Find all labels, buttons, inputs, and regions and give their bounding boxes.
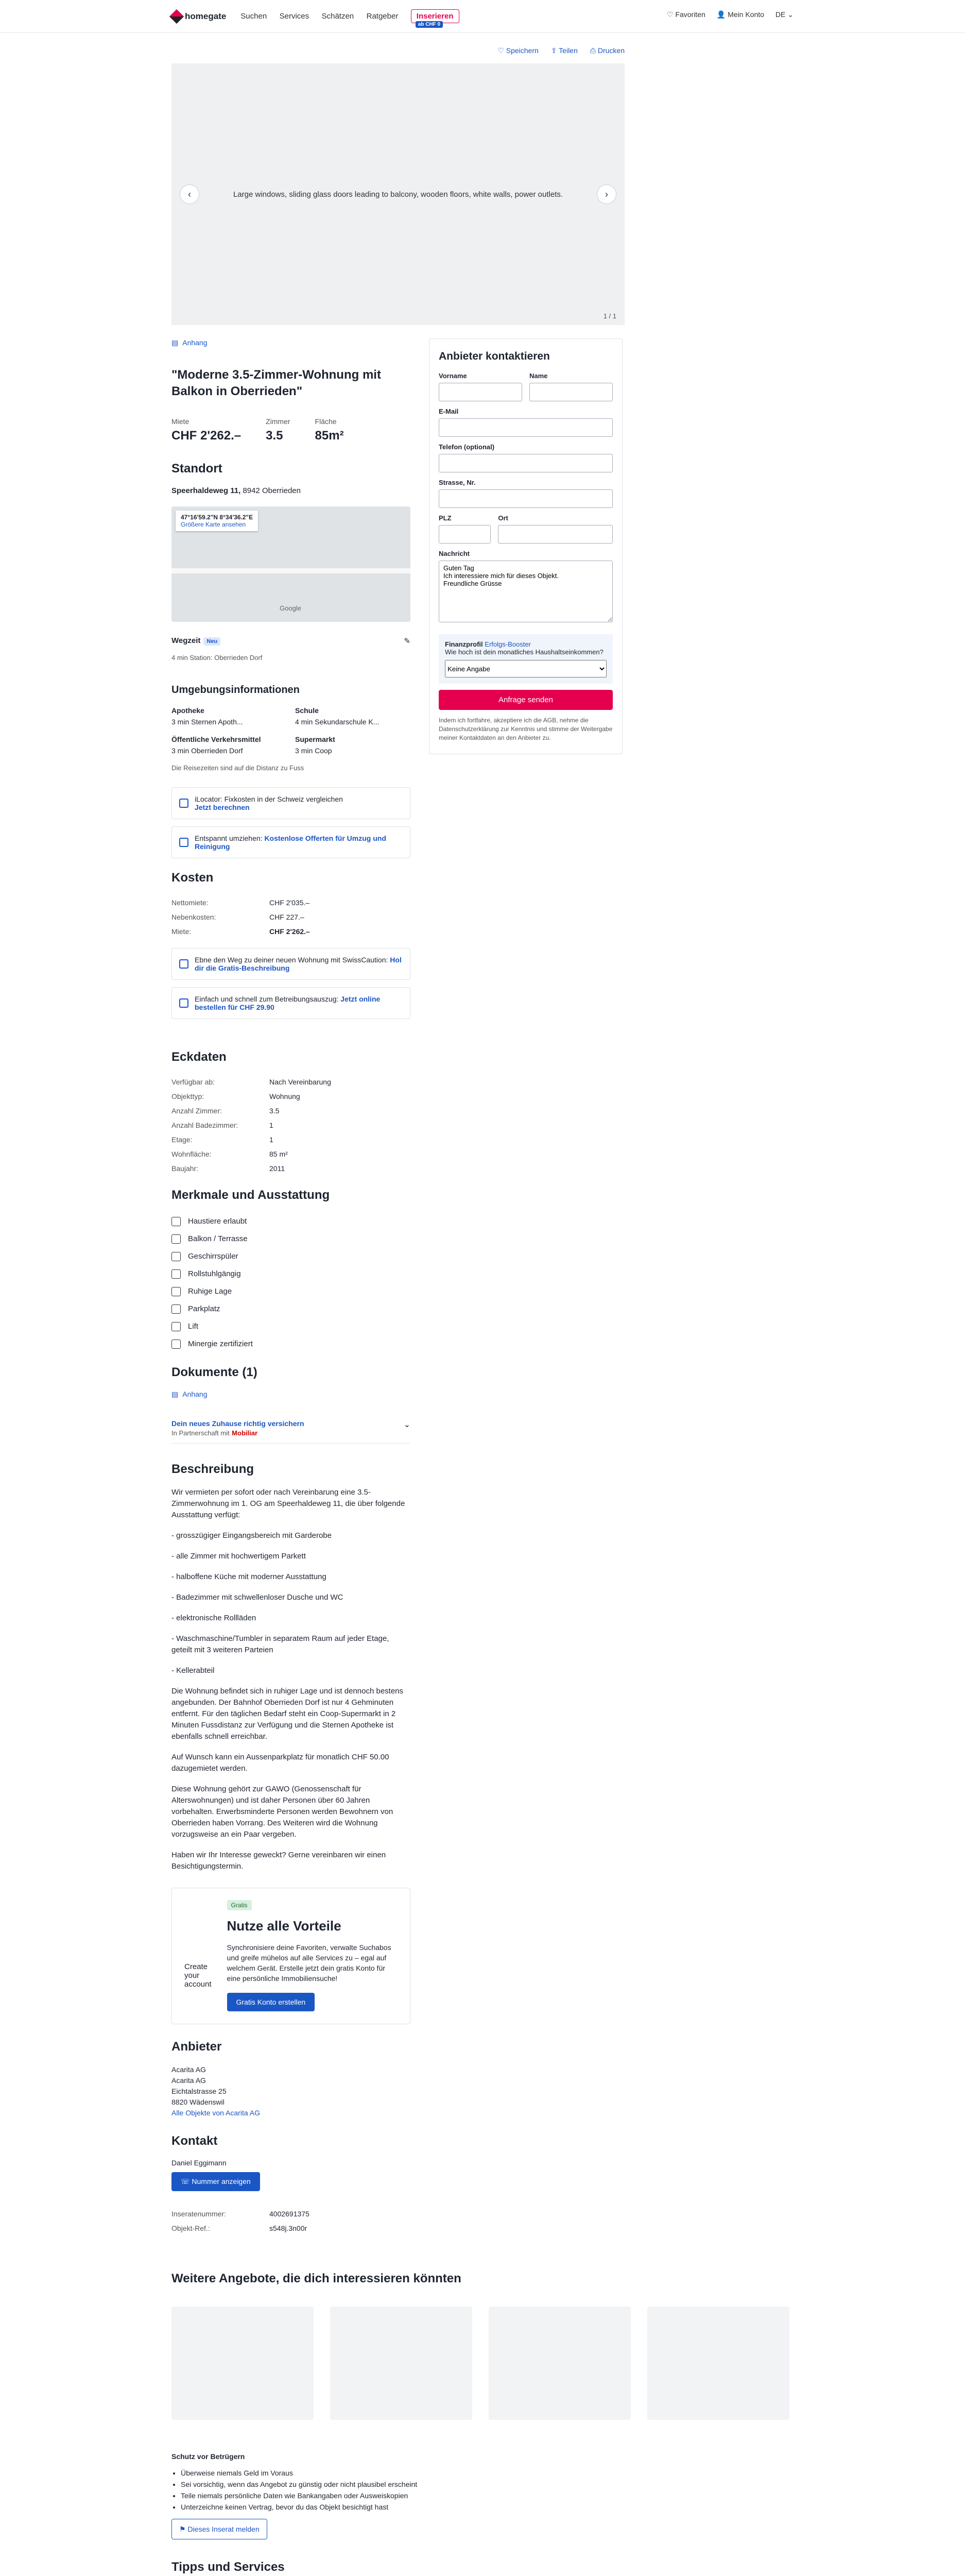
detail-row: Wohnfläche: 85 m²	[171, 1150, 288, 1158]
feature-item: Lift	[171, 1318, 410, 1335]
image-gallery[interactable]	[171, 63, 625, 325]
nav-ratgeber[interactable]: Ratgeber	[366, 11, 399, 21]
commute-row: 4 min Station: Oberrieden Dorf	[171, 654, 263, 662]
main-nav	[240, 11, 469, 27]
costs-heading: Kosten	[171, 871, 214, 885]
offer-card-placeholder[interactable]	[647, 2307, 789, 2420]
cost-row: Nettomiete: CHF 2'035.–	[171, 899, 310, 907]
insurance-promo[interactable]: Dein neues Zuhause richtig versichern In Partnerschaft mit Mobiliar ⌄	[171, 1419, 410, 1444]
description-text: Wir vermieten per sofort oder nach Vereinbarung eine 3.5-Zimmerwohnung im 1. OG am Speerhaldeweg 11, die über folgende Ausstattung verfügt: - grosszügiger Eingangsbereich mit Garderobe - alle Zimmer mit hochwertigem Parkett - halboffene Küche mit moderner Ausstattung - Badezimmer mit schwellenloser Dusche und WC - elektronische Rollläden - Waschmaschine/Tumbler in separatem Raum auf jeder Etage, geteilt mit 3 weiteren Parteien - Kellerabteil Die Wohnung befindet sich in ruhiger Lage und ist dennoch bestens angebunden. Der Bahnhof Oberrieden Dorf ist nur 4 Gehminuten entfernt. Für den täglichen Bedarf steht ein Coop-Supermarkt in 2 Minuten Fussdistanz zur Verfügung und die Sternen Apotheke ist ebenfalls schnell erreichbar. Auf Wunsch kann ein Aussenparkplatz für monatlich CHF 50.00 dazugemietet werden. Diese Wohnung gehört zur GAWO (Genossenschaft für Alterswohnungen) und ist daher Personen über 60 Jahren vorbehalten. Erwerbsminderte Personen werden Bewohnern von Oberrieden haben Vorrang. Des Weiteren wird die Wohnung vorzugsweise an ein Paar vergeben. Haben wir Ihr Interesse geweckt? Gerne vereinbaren wir einen Besichtigungstermin.	[171, 1488, 405, 1871]
address: Speerhaldeweg 11, 8942 Oberrieden	[171, 486, 301, 495]
feature-item: Minergie zertifiziert	[171, 1335, 410, 1353]
more-offers-heading: Weitere Angebote, die dich interessieren könnten	[171, 2272, 461, 2285]
street-input[interactable]	[439, 489, 613, 508]
location-heading: Standort	[171, 462, 222, 476]
document-icon: ▤	[171, 338, 179, 347]
gallery-caption: Large windows, sliding glass doors leading to balcony, wooden floors, white walls, power outlets.	[233, 190, 563, 199]
inserieren-badge: ab CHF 0	[416, 21, 443, 28]
pet-icon	[171, 1217, 181, 1226]
inserieren-button[interactable]: Inserieren ab CHF 0	[411, 9, 459, 23]
create-account-button[interactable]: Gratis Konto erstellen	[227, 1993, 315, 2011]
contact-form-title: Anbieter kontaktieren	[439, 350, 550, 362]
details-heading: Eckdaten	[171, 1050, 227, 1064]
form-legal-text: Indem ich fortfahre, akzeptiere ich die AGB, nehme die Datenschutzerklärung zur Kenntnis und stimme der Weitergabe meiner Kontaktdaten an den Anbieter zu.	[439, 717, 613, 741]
finance-profile: Finanzprofil Erfolgs-Booster Wie hoch ist dein monatliches Haushaltseinkommen? Keine Angabe	[439, 634, 613, 684]
minergie-icon	[171, 1340, 181, 1349]
last-name-input[interactable]	[529, 383, 613, 401]
offer-card-placeholder[interactable]	[489, 2307, 631, 2420]
email-input[interactable]	[439, 418, 613, 437]
features-heading: Merkmale und Ausstattung	[171, 1188, 330, 1202]
gratis-badge: Gratis	[227, 1900, 252, 1910]
detail-row: Anzahl Badezimmer: 1	[171, 1121, 273, 1129]
key-facts: Miete CHF 2'262.– Zimmer 3.5 Fläche 85m²	[171, 417, 344, 443]
send-request-button[interactable]: Anfrage senden	[439, 690, 613, 710]
object-ref-row: Objekt-Ref.: s548j.3n00r	[171, 2224, 307, 2232]
gallery-counter: 1 / 1	[603, 312, 616, 320]
quiet-icon	[171, 1287, 181, 1296]
detail-row: Anzahl Zimmer: 3.5	[171, 1107, 280, 1115]
feature-item: Balkon / Terrasse	[171, 1230, 410, 1248]
lift-icon	[171, 1322, 181, 1331]
phone-input[interactable]	[439, 454, 613, 472]
account-link[interactable]: 👤 Mein Konto	[716, 10, 764, 19]
map-card: 47°16'59.2"N 8°34'36.2"E Größere Karte ansehen	[176, 511, 258, 531]
description-heading: Beschreibung	[171, 1462, 254, 1476]
scam-protection: Schutz vor Betrügern • Überweise niemals Geld im Voraus • Sei vorsichtig, wenn das Angebot zu günstig oder nicht plausibel erscheint • Teile niemals persönliche Daten wie Bankangaben oder Ausweiskopien • Unterzeichne keinen Vertrag, bevor du das Objekt besichtigt hast ⚑ Dieses Inserat melden	[171, 2451, 794, 2539]
dishwasher-icon	[171, 1252, 181, 1261]
listing-id-row: Inseratenummer: 4002691375	[171, 2210, 309, 2218]
contact-name: Daniel Eggimann	[171, 2159, 227, 2167]
surrounding-item: Schule 4 min Sekundarschule K...	[295, 706, 380, 726]
gallery-next-icon[interactable]: ›	[597, 184, 616, 204]
ilocator-promo[interactable]: iLocator: Fixkosten in der Schweiz vergleichen Jetzt berechnen	[171, 787, 410, 819]
detail-row: Baujahr: 2011	[171, 1164, 285, 1173]
detail-row: Etage: 1	[171, 1136, 273, 1144]
show-number-button[interactable]: ☏ Nummer anzeigen	[171, 2172, 260, 2191]
zip-input[interactable]	[439, 525, 491, 544]
contact-heading: Kontakt	[171, 2134, 218, 2148]
betreibung-promo[interactable]: Einfach und schnell zum Betreibungsauszug: Jetzt online bestellen für CHF 29.90	[171, 987, 410, 1019]
print-button[interactable]: ⎙ Drucken	[590, 46, 625, 55]
provider-info: Acarita AG Acarita AG Eichtalstrasse 25 8820 Wädenswil Alle Objekte von Acarita AG	[171, 2065, 260, 2117]
surroundings-note: Die Reisezeiten sind auf die Distanz zu Fuss	[171, 764, 304, 772]
surrounding-item: Öffentliche Verkehrsmittel 3 min Oberrieden Dorf	[171, 735, 261, 755]
detail-row: Objekttyp: Wohnung	[171, 1092, 300, 1100]
detail-row: Verfügbar ab: Nach Vereinbarung	[171, 1078, 331, 1086]
swisscaution-promo[interactable]: Ebne den Weg zu deiner neuen Wohnung mit SwissCaution: Hol dir die Gratis-Beschreibung	[171, 948, 410, 980]
cost-row: Nebenkosten: CHF 227.–	[171, 913, 304, 921]
benefits-title: Nutze alle Vorteile	[227, 1918, 341, 1934]
language-select[interactable]: DE ⌄	[775, 10, 794, 19]
offer-card-placeholder[interactable]	[171, 2307, 314, 2420]
attachment-link[interactable]: ▤ Anhang	[171, 338, 208, 347]
benefits-text: Synchronisiere deine Favoriten, verwalte Suchabos und greife mühelos auf alle Services zu – egal auf welchem Gerät. Erstelle jetzt dein gratis Konto für eine persönliche Immobiliensuche!	[227, 1943, 391, 1982]
listing-title: "Moderne 3.5-Zimmer-Wohnung mit Balkon in Oberrieden"	[171, 368, 381, 398]
top-header	[0, 0, 965, 33]
nav-services[interactable]: Services	[279, 11, 309, 21]
feature-item: Parkplatz	[171, 1300, 410, 1318]
nav-schaetzen[interactable]: Schätzen	[321, 11, 354, 21]
mobiliar-logo: Mobiliar	[232, 1429, 258, 1437]
first-name-input[interactable]	[439, 383, 522, 401]
save-button[interactable]: ♡ Speichern	[497, 46, 539, 55]
contact-form: Anbieter kontaktieren Vorname Name E-Mail Telefon (optional) Strasse, Nr. PLZ Ort Nachricht Guten Tag Ich interessiere mich für dieses Objekt. Freundliche Grüsse Finanzprofil Erfolgs-Booster Wie hoch ist dein monatliches Haushaltseinkommen? Keine Angabe Anfrage senden Indem ich fortfahre, akzeptiere ich die AGB, nehme die Datenschutzerklärung zur Kenntnis und stimme der Weitergabe meiner Kontaktdaten an den Anbieter zu.	[429, 338, 623, 754]
map[interactable]	[171, 506, 410, 622]
gallery-prev-icon[interactable]: ‹	[180, 184, 199, 204]
cost-row: Miete: CHF 2'262.–	[171, 927, 310, 936]
edit-icon[interactable]: ✎	[404, 637, 410, 646]
chevron-down-icon[interactable]: ⌄	[403, 1420, 410, 1429]
benefits-card	[171, 1888, 410, 2024]
surrounding-item: Apotheke 3 min Sternen Apoth...	[171, 706, 243, 726]
parking-icon	[171, 1304, 181, 1314]
moving-promo[interactable]: Entspannt umziehen: Kostenlose Offerten für Umzug und Reinigung	[171, 826, 410, 858]
report-listing-button[interactable]: ⚑ Dieses Inserat melden	[171, 2519, 267, 2539]
commute-label: Wegzeit Neu	[171, 636, 220, 646]
surrounding-item: Supermarkt 3 min Coop	[295, 735, 335, 755]
wheelchair-icon	[171, 1269, 181, 1279]
balcony-icon	[171, 1234, 181, 1244]
provider-objects-link[interactable]: Alle Objekte von Acarita AG	[171, 2109, 260, 2117]
message-input[interactable]	[439, 561, 613, 622]
document-icon: ▤	[171, 1390, 179, 1398]
tips-heading: Tipps und Services	[171, 2560, 285, 2574]
feature-item: Haustiere erlaubt	[171, 1213, 410, 1230]
offer-card-placeholder[interactable]	[330, 2307, 472, 2420]
document-link[interactable]: ▤ Anhang	[171, 1390, 208, 1398]
benefits-left: Create your account	[184, 1962, 212, 1989]
share-button[interactable]: ⇪ Teilen	[550, 46, 578, 55]
logo-icon	[169, 9, 184, 23]
documents-heading: Dokumente (1)	[171, 1365, 257, 1379]
city-input[interactable]	[498, 525, 613, 544]
income-select[interactable]	[445, 660, 607, 677]
homegate-logo[interactable]: homegate	[171, 11, 226, 22]
google-logo: Google	[280, 604, 301, 612]
feature-item: Rollstuhlgängig	[171, 1265, 410, 1283]
feature-item: Ruhige Lage	[171, 1283, 410, 1300]
surroundings-heading: Umgebungsinformationen	[171, 684, 300, 696]
provider-heading: Anbieter	[171, 2040, 222, 2054]
favorites-link[interactable]: ♡ Favoriten	[666, 10, 705, 19]
more-offers	[171, 2307, 794, 2420]
nav-suchen[interactable]: Suchen	[240, 11, 267, 21]
feature-item: Geschirrspüler	[171, 1248, 410, 1265]
finance-booster-link[interactable]: Erfolgs-Booster	[485, 640, 531, 648]
